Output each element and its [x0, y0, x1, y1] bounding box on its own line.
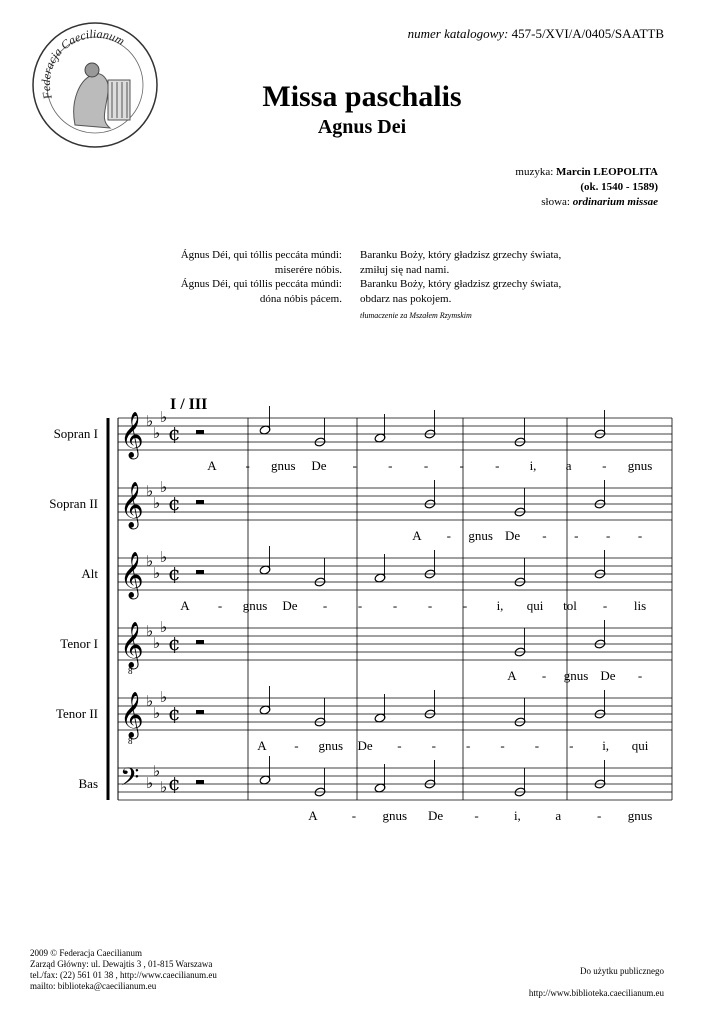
- latin-line: Ágnus Déi, qui tóllis peccáta múndi:: [180, 249, 342, 261]
- translation-note: tłumaczenie za Mszałem Rzymskim: [360, 311, 472, 320]
- lyric-syllable: A: [257, 738, 267, 753]
- footer-line: mailto: biblioteka@caecilianum.eu: [30, 981, 157, 991]
- treble-clef-icon: 𝄞: [120, 552, 144, 598]
- flat-icon: ♭: [160, 778, 168, 796]
- svg-text:Federacja Caecilianum: Federacja Caecilianum: [38, 26, 127, 101]
- latin-line: miserére nóbis.: [274, 263, 342, 276]
- flat-icon: ♭: [146, 412, 154, 430]
- flat-icon: ♭: [146, 774, 154, 792]
- lyric-syllable: -: [388, 458, 393, 473]
- lyric-syllable: A: [507, 668, 517, 683]
- lyric-syllable: De: [428, 808, 444, 823]
- lyric-syllable: -: [397, 738, 402, 753]
- lyric-syllable: gnus: [271, 458, 296, 473]
- lyric-syllable: -: [637, 668, 643, 683]
- lyric-syllable: -: [459, 458, 464, 473]
- words-label: słowa:: [541, 196, 570, 208]
- public-use-note: Do użytku publicznego: [580, 966, 664, 976]
- lyric-syllable: gnus: [318, 738, 344, 753]
- lyric-syllable: De: [504, 528, 521, 543]
- octave-mark: 8: [128, 736, 133, 746]
- composer-dates: (ok. 1540 - 1589): [580, 181, 658, 193]
- lyric-syllable: A: [308, 808, 318, 823]
- lyric-syllable: -: [351, 808, 357, 823]
- lyric-syllable: qui: [631, 738, 649, 753]
- lyric-syllable: gnus: [382, 808, 408, 823]
- lyric-syllable: -: [605, 528, 611, 543]
- rest-icon: [196, 430, 204, 434]
- lyric-syllable: -: [294, 738, 299, 753]
- composer: Marcin LEOPOLITA: [556, 166, 658, 178]
- voice-label: Tenor I: [60, 636, 98, 651]
- treble-clef-icon: 𝄞: [120, 412, 144, 458]
- treble-clef-icon: 𝄞: [120, 692, 144, 738]
- lyric-syllable: -: [462, 598, 468, 613]
- flat-icon: ♭: [153, 762, 161, 780]
- lyric-syllable: -: [474, 808, 479, 823]
- lyric-syllable: A: [180, 598, 190, 613]
- footer-line: 2009 © Federacja Caecilianum: [30, 948, 143, 958]
- lyric-syllable: -: [542, 528, 547, 543]
- lyric-syllable: A: [412, 528, 422, 543]
- lyric-syllable: i,: [513, 808, 521, 823]
- treble-clef-icon: 𝄞: [120, 622, 144, 668]
- lyric-syllable: -: [637, 528, 643, 543]
- flat-icon: ♭: [160, 548, 168, 566]
- lyric-syllable: De: [282, 598, 298, 613]
- cut-time-icon: ¢: [168, 491, 181, 515]
- page-title: Missa paschalis: [262, 80, 462, 113]
- cut-time-icon: ¢: [168, 631, 181, 655]
- lyric-syllable: -: [357, 598, 363, 613]
- lyric-syllable: -: [245, 458, 250, 473]
- flat-icon: ♭: [160, 618, 168, 636]
- lyric-syllable: gnus: [242, 598, 268, 613]
- voice-label: Alt: [81, 566, 98, 581]
- lyric-syllable: i,: [496, 598, 504, 613]
- lyric-syllable: -: [431, 738, 436, 753]
- page-subtitle: Agnus Dei: [317, 116, 407, 138]
- polish-line: zmiłuj się nad nami.: [360, 263, 450, 276]
- latin-line: dóna nóbis pácem.: [259, 292, 342, 305]
- polish-line: Baranku Boży, który gładzisz grzechy świata,: [360, 278, 562, 290]
- polish-line: obdarz nas pokojem.: [360, 292, 452, 305]
- lyric-syllable: -: [446, 528, 452, 543]
- lyric-syllable: a: [565, 458, 572, 473]
- footer-usage: [529, 960, 664, 1004]
- lyric-syllable: A: [207, 458, 217, 473]
- lyric-syllable: De: [600, 668, 616, 683]
- voice-label: Bas: [78, 776, 98, 791]
- flat-icon: ♭: [160, 688, 168, 706]
- lyric-syllable: i,: [529, 458, 537, 473]
- cut-time-icon: ¢: [168, 701, 181, 725]
- flat-icon: ♭: [153, 494, 161, 512]
- lyric-syllable: -: [534, 738, 540, 753]
- flat-icon: ♭: [146, 482, 154, 500]
- rest-icon: [196, 500, 204, 504]
- flat-icon: ♭: [153, 634, 161, 652]
- footer-line: tel./fax: (22) 561 01 38 , http://www.caecilianum.eu: [30, 970, 217, 980]
- lyric-syllable: -: [217, 598, 223, 613]
- lyric-syllable: -: [466, 738, 471, 753]
- voice-label: Tenor II: [55, 706, 98, 721]
- lyric-syllable: -: [500, 738, 505, 753]
- octave-mark: 8: [128, 666, 133, 676]
- flat-icon: ♭: [146, 622, 154, 640]
- lyric-syllable: gnus: [627, 458, 653, 473]
- lyric-syllable: -: [352, 458, 357, 473]
- flat-icon: ♭: [153, 424, 161, 442]
- lyric-syllable: -: [574, 528, 579, 543]
- lyric-syllable: qui: [526, 598, 544, 613]
- flat-icon: ♭: [146, 552, 154, 570]
- lyric-syllable: gnus: [468, 528, 493, 543]
- latin-line: Ágnus Déi, qui tóllis peccáta múndi:: [180, 278, 342, 290]
- lyric-syllable: De: [311, 458, 327, 473]
- lyric-syllable: -: [541, 668, 547, 683]
- voice-label: Sopran II: [49, 496, 98, 511]
- footer-line: Zarząd Główny: ul. Dewajtis 3 , 01-815 Warszawa: [30, 959, 213, 969]
- cut-time-icon: ¢: [168, 771, 181, 795]
- flat-icon: ♭: [146, 692, 154, 710]
- lyric-syllable: -: [569, 738, 574, 753]
- lyric-syllable: -: [423, 458, 429, 473]
- voice-label: Sopran I: [53, 426, 98, 441]
- lyric-syllable: a: [555, 808, 562, 823]
- lyric-syllable: De: [357, 738, 373, 753]
- rest-icon: [196, 570, 204, 574]
- rest-icon: [196, 780, 204, 784]
- treble-clef-icon: 𝄞: [120, 482, 144, 528]
- bass-clef-icon: 𝄢: [120, 763, 140, 798]
- lyric-syllable: -: [495, 458, 500, 473]
- lyric-syllable: gnus: [627, 808, 653, 823]
- polish-line: Baranku Boży, który gładzisz grzechy świata,: [360, 249, 562, 261]
- rest-icon: [196, 640, 204, 644]
- footer-publisher: [30, 948, 217, 992]
- lyric-syllable: -: [427, 598, 433, 613]
- catalog-label: numer katalogowy:: [407, 26, 509, 41]
- lyric-syllable: i,: [602, 738, 610, 753]
- music-label: muzyka:: [515, 166, 554, 178]
- section-mark: I / III: [170, 396, 208, 413]
- lyric-syllable: -: [322, 598, 328, 613]
- lyric-syllable: -: [602, 598, 608, 613]
- lyric-syllable: lis: [633, 598, 647, 613]
- flat-icon: ♭: [160, 478, 168, 496]
- rest-icon: [196, 710, 204, 714]
- cut-time-icon: ¢: [168, 421, 181, 445]
- flat-icon: ♭: [160, 408, 168, 426]
- lyric-syllable: -: [602, 458, 607, 473]
- flat-icon: ♭: [153, 704, 161, 722]
- lyric-syllable: -: [596, 808, 602, 823]
- words-source: ordinarium missae: [572, 196, 658, 208]
- lyric-syllable: gnus: [563, 668, 589, 683]
- catalog-value: 457-5/XVI/A/0405/SAATTB: [511, 26, 664, 41]
- lyric-syllable: -: [392, 598, 398, 613]
- lyric-syllable: tol: [563, 598, 577, 613]
- library-url: http://www.biblioteka.caecilianum.eu: [528, 988, 664, 998]
- cut-time-icon: ¢: [168, 561, 181, 585]
- flat-icon: ♭: [153, 564, 161, 582]
